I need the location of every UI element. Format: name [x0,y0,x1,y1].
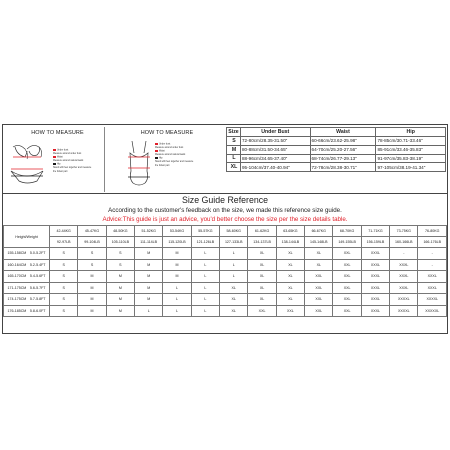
swimsuit-figure-icon [125,139,153,191]
size-cell: XXXXL [390,305,418,317]
how-to-measure-title-right: HOW TO MEASURE [140,130,194,136]
table-row [4,294,447,306]
size-cell: M [227,145,241,154]
size-cell: M [163,259,191,271]
waist-cell: 64-70cm/25.20-27.56" [310,145,376,154]
size-cell: XXXXL [418,294,447,306]
size-cell: XXL [333,294,361,306]
column-header-hip: Hip [376,128,446,137]
how-to-measure-panel-left [5,127,105,192]
size-cell: XXXL [361,248,389,260]
size-guide-advice: Advice:This guide is just an advice, you'd better choose the size per the size details table. [102,216,348,223]
size-cell: XL [276,259,304,271]
weight-kg-header: 55-57KG [191,226,219,237]
size-cell: L [220,271,248,283]
note-text: Measure around under bust [53,152,82,155]
weight-kg-header: 53-54KG [163,226,191,237]
size-cell: S [78,248,106,260]
height-cell [4,294,50,306]
size-cell: L [191,248,219,260]
size-cell: XXL [248,305,276,317]
size-cell: XXXL [361,305,389,317]
size-cell: L [191,271,219,283]
size-cell: XXXXXL [418,305,447,317]
weight-lb-row [4,237,447,248]
column-header-under-bust: Under Bust [241,128,311,137]
size-cell: L [191,259,219,271]
size-cell: L [163,305,191,317]
table-row [227,145,446,154]
size-cell: S [78,259,106,271]
size-cell: M [78,282,106,294]
table-row [4,271,447,283]
size-cell: S [50,259,78,271]
weight-lb-header: 105-110LB [106,237,134,248]
size-cell: XL [220,282,248,294]
measure-notes-right [155,143,193,168]
note-text: Stand with feet together and measure [155,161,194,164]
measure-notes-left [53,149,91,174]
size-cell: S [50,271,78,283]
height-ft: 5.4-5.6FT [29,274,46,279]
note-text: the fullest part [155,164,170,167]
size-cell: XXL [333,305,361,317]
size-cell: L [191,294,219,306]
size-cell: XL [220,305,248,317]
height-cell [4,259,50,271]
size-dimension-table [226,127,446,172]
size-cell: M [78,271,106,283]
size-cell: XL [305,259,333,271]
size-cell: XXXL [361,271,389,283]
size-cell: S [106,248,134,260]
height-ft: 5.8-6.0FT [29,308,46,313]
size-cell: XXL [333,282,361,294]
height-cell [4,305,50,317]
height-cell [4,248,50,260]
size-cell: S [50,282,78,294]
size-cell: XL [276,282,304,294]
note-label: Under bust [159,143,171,146]
weight-lb-header: 156-159LB [361,237,389,248]
hip-cell: 91-97cm/35.83-38.19" [376,154,446,163]
height-ft: 5.2-5.4FT [29,262,46,267]
table-row [4,259,447,271]
size-cell: M [135,271,163,283]
weight-kg-header: 66-67KG [305,226,333,237]
weight-kg-header: 71-71KG [361,226,389,237]
note-label: Under bust [57,149,69,152]
size-cell: XXXL [390,271,418,283]
how-to-measure-panel-right [111,127,223,192]
column-header-waist: Waist [310,128,376,137]
size-cell: XXL [333,259,361,271]
height-cm: 165-170CM [7,274,27,279]
size-guide-title: Size Guide Reference [181,195,269,205]
weight-kg-header: 68-70KG [333,226,361,237]
hip-cell: 78-85cm/30.71-33.46" [376,137,446,146]
weight-kg-header: 42-44KG [50,226,78,237]
note-text: Measure around under bust [155,146,184,149]
height-cm: 171-175CM [7,285,27,290]
weight-lb-header: 127-133LB [220,237,248,248]
weight-lb-header: 99-104LB [78,237,106,248]
size-cell: XL [276,248,304,260]
weight-kg-header: 51-52KG [135,226,163,237]
size-cell: L [191,305,219,317]
size-cell: XXL [305,294,333,306]
note-label: Waist [159,150,165,153]
weight-kg-header: 48-50KG [106,226,134,237]
table-row [227,137,446,146]
size-cell: M [135,294,163,306]
size-cell: M [135,282,163,294]
weight-lb-header: 145-148LB [305,237,333,248]
size-cell: M [135,259,163,271]
size-guide-intro: According to the customer's feedback on the size, we made this reference size guide. [108,207,342,214]
size-cell: XXXL [418,282,447,294]
height-ft: 5.7-5.8FT [29,297,46,302]
weight-lb-header: 92-97LB [50,237,78,248]
bikini-figure-icon [7,141,51,187]
size-cell: XL [248,282,276,294]
weight-lb-header: 166-176LB [418,237,447,248]
waist-cell: 72-78cm/28.38-30.71" [310,163,376,172]
under-bust-cell: 72-80cm/28.35-31.50" [241,137,311,146]
weight-lb-header: 160-166LB [390,237,418,248]
size-cell: XXL [305,271,333,283]
size-cell: XL [227,163,241,172]
size-guide-table [3,225,447,317]
weight-kg-header: 63-65KG [276,226,304,237]
size-cell: L [220,248,248,260]
height-cm: 160-164CM [7,262,27,267]
height-ft: 5.6-5.7FT [29,285,46,290]
size-cell: XXXL [361,282,389,294]
size-cell: S [227,137,241,146]
size-cell: XL [220,294,248,306]
size-cell: S [50,248,78,260]
size-cell: XL [248,294,276,306]
note-label: Hip [57,163,61,166]
hip-cell: 97-105cm/38.19-41.34" [376,163,446,172]
under-bust-cell: 80-88cm/31.50-34.65" [241,145,311,154]
size-cell: S [106,259,134,271]
size-cell: M [106,305,134,317]
size-cell: XXXL [361,259,389,271]
note-text: Measure around natural waist [155,153,186,156]
hip-cell: 85-91cm/33.46-35.83" [376,145,446,154]
size-cell: - [418,259,447,271]
under-bust-cell: 95-104cm/37.40-40.94" [241,163,311,172]
height-ft: 5.0-5.2FT [29,251,46,256]
size-cell: XXL [333,271,361,283]
weight-lb-header: 121-126LB [191,237,219,248]
size-cell: XL [305,248,333,260]
under-bust-cell: 88-96cm/34.65-37.40" [241,154,311,163]
size-cell: XXL [305,282,333,294]
weight-lb-header: 138-144LB [276,237,304,248]
size-cell: XXXL [418,271,447,283]
weight-kg-header: 76-80KG [418,226,447,237]
weight-kg-header: 45-47KG [78,226,106,237]
size-cell: M [163,271,191,283]
size-cell: S [50,294,78,306]
size-cell: XL [276,271,304,283]
table-header-row [227,128,446,137]
table-row [4,248,447,260]
measurement-section [3,125,447,194]
waist-cell: 68-74cm/26.77-29.13" [310,154,376,163]
size-cell: XL [248,248,276,260]
note-label: Hip [159,157,163,160]
size-cell: L [163,282,191,294]
table-row [227,154,446,163]
how-to-measure-title-left: HOW TO MEASURE [31,130,84,136]
size-cell: L [220,259,248,271]
size-cell: XL [248,259,276,271]
note-label: Waist [57,156,63,159]
note-text: Measure around natural waist [53,159,84,162]
size-cell: M [135,248,163,260]
size-cell: XXL [333,248,361,260]
size-cell: M [78,294,106,306]
size-chart-sheet [2,124,448,334]
waist-cell: 60-66cm/23.62-25.98" [310,137,376,146]
size-cell: XXL [305,305,333,317]
size-cell: S [50,305,78,317]
height-cm: 155-158CM [7,251,27,256]
size-cell: L [227,154,241,163]
size-cell: - [390,248,418,260]
height-weight-header: Height/Weight [4,226,50,248]
size-cell: XL [248,271,276,283]
size-cell: - [418,248,447,260]
size-cell: XXXXL [390,294,418,306]
size-cell: M [163,248,191,260]
size-cell: XL [276,294,304,306]
weight-kg-header: 58-60KG [220,226,248,237]
size-cell: L [163,294,191,306]
column-header-size: Size [228,129,239,135]
weight-kg-row [4,226,447,237]
note-text: Stand with feet together and measure [53,167,92,170]
weight-kg-header: 73-75KG [390,226,418,237]
note-text: the fullest part [53,170,68,173]
weight-lb-header: 134-137LB [248,237,276,248]
height-cm: 174-175CM [7,297,27,302]
table-row [4,305,447,317]
weight-lb-header: 115-120LB [163,237,191,248]
height-cell [4,282,50,294]
weight-lb-header: 149-155LB [333,237,361,248]
size-cell: M [106,271,134,283]
table-row [4,282,447,294]
size-cell: XXXL [390,259,418,271]
size-cell: M [106,282,134,294]
size-cell: XXXL [390,282,418,294]
height-cell [4,271,50,283]
size-cell: M [106,294,134,306]
size-cell: L [191,282,219,294]
height-cm: 176-185CM [7,308,27,313]
size-cell: L [135,305,163,317]
size-cell: XXXL [361,294,389,306]
weight-kg-header: 61-62KG [248,226,276,237]
weight-lb-header: 111-114LB [135,237,163,248]
size-cell: XXL [276,305,304,317]
size-cell: M [78,305,106,317]
table-row [227,163,446,172]
